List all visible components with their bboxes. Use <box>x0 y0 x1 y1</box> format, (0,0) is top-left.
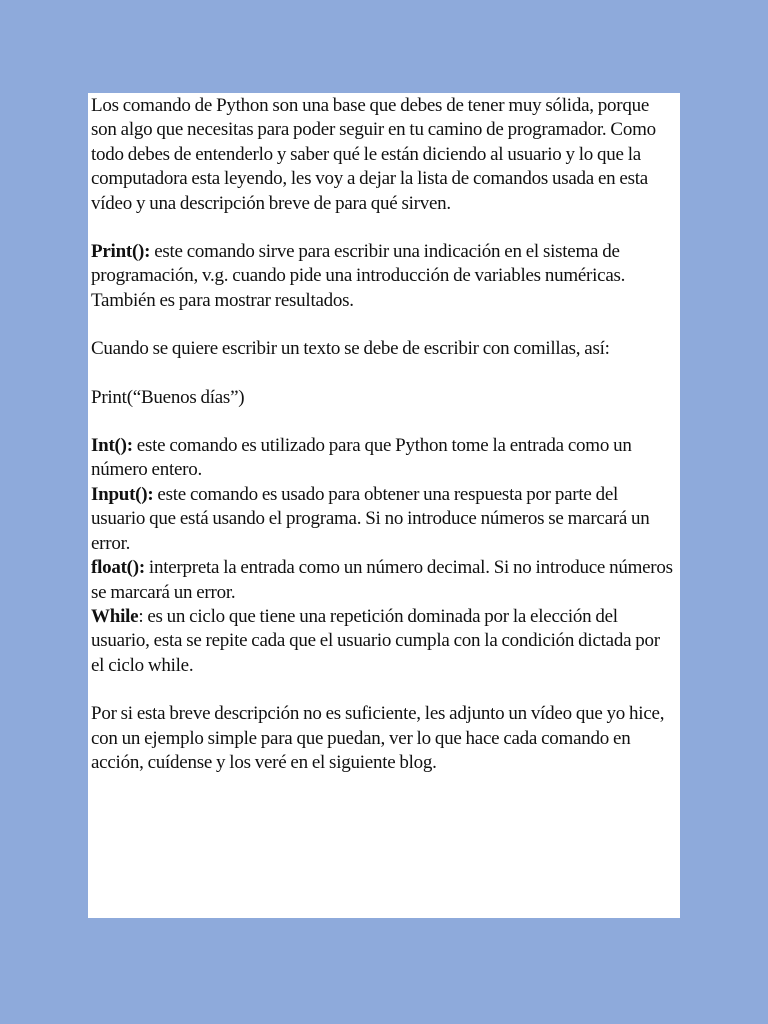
quotes-note-paragraph: Cuando se quiere escribir un texto se debe de escribir con comillas, así: <box>91 338 610 360</box>
print-paragraph <box>91 240 674 313</box>
float-paragraph <box>91 556 674 605</box>
print-term: Print(): <box>91 241 151 263</box>
print-description: este comando sirve para escribir una indicación en el sistema de programación, v.g. cuando pide una introducción de variables numéricas. También es para mostrar resultados. <box>91 241 626 311</box>
closing-paragraph: Por si esta breve descripción no es suficiente, les adjunto un vídeo que yo hice, con un ejemplo simple para que puedan, ver lo que hace cada comando en acción, cuídense y los veré en el siguiente blog. <box>91 703 665 773</box>
while-term: While <box>91 605 139 627</box>
input-paragraph <box>91 483 674 556</box>
int-term: Int(): <box>91 435 133 457</box>
input-term: Input(): <box>91 483 154 505</box>
float-description: interpreta la entrada como un número decimal. Si no introduce números se marcará un error. <box>91 557 673 603</box>
document-page <box>88 93 680 918</box>
int-description: este comando es utilizado para que Python tome la entrada como un número entero. <box>91 435 632 481</box>
while-paragraph <box>91 605 674 678</box>
int-paragraph <box>91 434 674 483</box>
intro-paragraph: Los comando de Python son una base que debes de tener muy sólida, porque son algo que necesitas para poder seguir en tu camino de programador. Como todo debes de entenderlo y saber qué le están diciendo al usuario y lo que la computadora esta leyendo, les voy a dejar la lista de comandos usada en esta vídeo y una descripción breve de para qué sirven. <box>91 95 656 214</box>
float-term: float(): <box>91 557 145 579</box>
input-description: este comando es usado para obtener una respuesta por parte del usuario que está usando el programa. Si no introduce números se marcará un error. <box>91 483 650 554</box>
example-paragraph: Print(“Buenos días”) <box>91 386 245 408</box>
while-description: : es un ciclo que tiene una repetición dominada por la elección del usuario, esta se repite cada que el usuario cumpla con la condición dictada por el ciclo while. <box>91 605 660 676</box>
